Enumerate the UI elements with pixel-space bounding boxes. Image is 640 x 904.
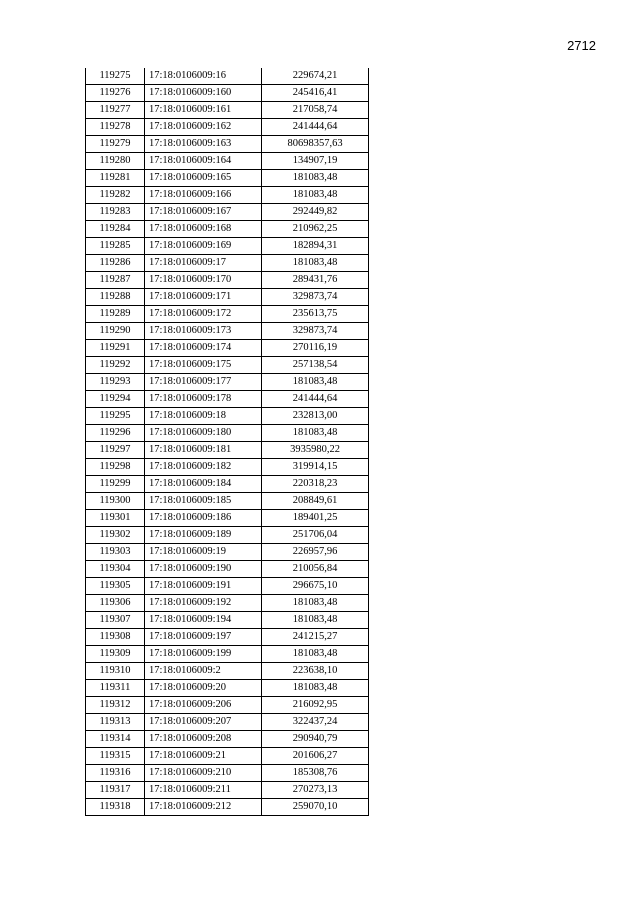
row-id-cell: 119313 — [86, 714, 145, 731]
value-cell: 229674,21 — [262, 68, 369, 85]
table-row — [86, 493, 369, 510]
row-id-cell: 119282 — [86, 187, 145, 204]
row-id-cell: 119298 — [86, 459, 145, 476]
row-id-cell: 119290 — [86, 323, 145, 340]
cadastral-value-table — [85, 68, 369, 816]
cadastral-number-cell: 17:18:0106009:185 — [145, 493, 262, 510]
cadastral-number-cell: 17:18:0106009:18 — [145, 408, 262, 425]
table-row — [86, 391, 369, 408]
value-cell: 217058,74 — [262, 102, 369, 119]
row-id-cell: 119312 — [86, 697, 145, 714]
value-cell: 216092,95 — [262, 697, 369, 714]
value-cell: 181083,48 — [262, 187, 369, 204]
row-id-cell: 119281 — [86, 170, 145, 187]
table-row — [86, 204, 369, 221]
cadastral-number-cell: 17:18:0106009:177 — [145, 374, 262, 391]
table-row — [86, 153, 369, 170]
table-row — [86, 255, 369, 272]
table-row — [86, 510, 369, 527]
table-row — [86, 527, 369, 544]
value-cell: 329873,74 — [262, 289, 369, 306]
row-id-cell: 119280 — [86, 153, 145, 170]
cadastral-number-cell: 17:18:0106009:184 — [145, 476, 262, 493]
value-cell: 185308,76 — [262, 765, 369, 782]
row-id-cell: 119306 — [86, 595, 145, 612]
value-cell: 181083,48 — [262, 425, 369, 442]
cadastral-number-cell: 17:18:0106009:164 — [145, 153, 262, 170]
cadastral-number-cell: 17:18:0106009:172 — [145, 306, 262, 323]
row-id-cell: 119309 — [86, 646, 145, 663]
value-cell: 181083,48 — [262, 646, 369, 663]
table-row — [86, 459, 369, 476]
value-cell: 220318,23 — [262, 476, 369, 493]
table-row — [86, 102, 369, 119]
row-id-cell: 119302 — [86, 527, 145, 544]
row-id-cell: 119301 — [86, 510, 145, 527]
cadastral-number-cell: 17:18:0106009:199 — [145, 646, 262, 663]
value-cell: 322437,24 — [262, 714, 369, 731]
table-row — [86, 374, 369, 391]
table-row — [86, 408, 369, 425]
value-cell: 226957,96 — [262, 544, 369, 561]
value-cell: 181083,48 — [262, 680, 369, 697]
cadastral-number-cell: 17:18:0106009:211 — [145, 782, 262, 799]
row-id-cell: 119292 — [86, 357, 145, 374]
row-id-cell: 119276 — [86, 85, 145, 102]
value-cell: 210962,25 — [262, 221, 369, 238]
value-cell: 181083,48 — [262, 612, 369, 629]
cadastral-number-cell: 17:18:0106009:162 — [145, 119, 262, 136]
table-row — [86, 238, 369, 255]
row-id-cell: 119295 — [86, 408, 145, 425]
value-cell: 329873,74 — [262, 323, 369, 340]
table-row — [86, 340, 369, 357]
value-cell: 210056,84 — [262, 561, 369, 578]
table-row — [86, 765, 369, 782]
cadastral-number-cell: 17:18:0106009:208 — [145, 731, 262, 748]
table-row — [86, 306, 369, 323]
cadastral-number-cell: 17:18:0106009:186 — [145, 510, 262, 527]
cadastral-number-cell: 17:18:0106009:20 — [145, 680, 262, 697]
value-cell: 201606,27 — [262, 748, 369, 765]
value-cell: 181083,48 — [262, 170, 369, 187]
value-cell: 296675,10 — [262, 578, 369, 595]
value-cell: 289431,76 — [262, 272, 369, 289]
row-id-cell: 119299 — [86, 476, 145, 493]
cadastral-number-cell: 17:18:0106009:197 — [145, 629, 262, 646]
cadastral-number-cell: 17:18:0106009:207 — [145, 714, 262, 731]
cadastral-number-cell: 17:18:0106009:181 — [145, 442, 262, 459]
table-row — [86, 612, 369, 629]
table-row — [86, 136, 369, 153]
table-row — [86, 680, 369, 697]
value-cell: 80698357,63 — [262, 136, 369, 153]
table-row — [86, 663, 369, 680]
row-id-cell: 119287 — [86, 272, 145, 289]
row-id-cell: 119285 — [86, 238, 145, 255]
cadastral-number-cell: 17:18:0106009:192 — [145, 595, 262, 612]
table-row — [86, 187, 369, 204]
table-row — [86, 425, 369, 442]
row-id-cell: 119294 — [86, 391, 145, 408]
table-row — [86, 272, 369, 289]
cadastral-number-cell: 17:18:0106009:19 — [145, 544, 262, 561]
cadastral-number-cell: 17:18:0106009:16 — [145, 68, 262, 85]
value-cell: 208849,61 — [262, 493, 369, 510]
table-row — [86, 561, 369, 578]
value-cell: 319914,15 — [262, 459, 369, 476]
value-cell: 181083,48 — [262, 595, 369, 612]
cadastral-number-cell: 17:18:0106009:212 — [145, 799, 262, 816]
table-row — [86, 442, 369, 459]
value-cell: 270116,19 — [262, 340, 369, 357]
row-id-cell: 119288 — [86, 289, 145, 306]
value-cell: 241215,27 — [262, 629, 369, 646]
cadastral-number-cell: 17:18:0106009:168 — [145, 221, 262, 238]
value-cell: 235613,75 — [262, 306, 369, 323]
row-id-cell: 119300 — [86, 493, 145, 510]
value-cell: 189401,25 — [262, 510, 369, 527]
cadastral-number-cell: 17:18:0106009:182 — [145, 459, 262, 476]
row-id-cell: 119291 — [86, 340, 145, 357]
table-row — [86, 595, 369, 612]
row-id-cell: 119315 — [86, 748, 145, 765]
row-id-cell: 119316 — [86, 765, 145, 782]
row-id-cell: 119283 — [86, 204, 145, 221]
cadastral-number-cell: 17:18:0106009:189 — [145, 527, 262, 544]
table-row — [86, 476, 369, 493]
cadastral-number-cell: 17:18:0106009:21 — [145, 748, 262, 765]
value-cell: 259070,10 — [262, 799, 369, 816]
table-row — [86, 646, 369, 663]
cadastral-number-cell: 17:18:0106009:171 — [145, 289, 262, 306]
cadastral-number-cell: 17:18:0106009:190 — [145, 561, 262, 578]
table-row — [86, 357, 369, 374]
cadastral-number-cell: 17:18:0106009:178 — [145, 391, 262, 408]
table-row — [86, 544, 369, 561]
table-row — [86, 629, 369, 646]
cadastral-number-cell: 17:18:0106009:161 — [145, 102, 262, 119]
cadastral-number-cell: 17:18:0106009:2 — [145, 663, 262, 680]
table-row — [86, 748, 369, 765]
cadastral-number-cell: 17:18:0106009:165 — [145, 170, 262, 187]
row-id-cell: 119275 — [86, 68, 145, 85]
row-id-cell: 119289 — [86, 306, 145, 323]
row-id-cell: 119278 — [86, 119, 145, 136]
row-id-cell: 119303 — [86, 544, 145, 561]
cadastral-number-cell: 17:18:0106009:17 — [145, 255, 262, 272]
cadastral-number-cell: 17:18:0106009:174 — [145, 340, 262, 357]
row-id-cell: 119314 — [86, 731, 145, 748]
table-row — [86, 731, 369, 748]
value-cell: 181083,48 — [262, 374, 369, 391]
page-number: 2712 — [567, 38, 596, 53]
row-id-cell: 119318 — [86, 799, 145, 816]
value-cell: 223638,10 — [262, 663, 369, 680]
row-id-cell: 119279 — [86, 136, 145, 153]
row-id-cell: 119293 — [86, 374, 145, 391]
value-cell: 270273,13 — [262, 782, 369, 799]
table-row — [86, 289, 369, 306]
value-cell: 181083,48 — [262, 255, 369, 272]
value-cell: 3935980,22 — [262, 442, 369, 459]
table-body — [86, 68, 369, 816]
table-row — [86, 68, 369, 85]
table-row — [86, 714, 369, 731]
row-id-cell: 119297 — [86, 442, 145, 459]
value-cell: 241444,64 — [262, 391, 369, 408]
row-id-cell: 119284 — [86, 221, 145, 238]
table-row — [86, 221, 369, 238]
row-id-cell: 119307 — [86, 612, 145, 629]
cadastral-number-cell: 17:18:0106009:175 — [145, 357, 262, 374]
cadastral-number-cell: 17:18:0106009:169 — [145, 238, 262, 255]
value-cell: 292449,82 — [262, 204, 369, 221]
row-id-cell: 119286 — [86, 255, 145, 272]
cadastral-number-cell: 17:18:0106009:166 — [145, 187, 262, 204]
table-row — [86, 119, 369, 136]
cadastral-number-cell: 17:18:0106009:167 — [145, 204, 262, 221]
row-id-cell: 119277 — [86, 102, 145, 119]
row-id-cell: 119296 — [86, 425, 145, 442]
table-row — [86, 799, 369, 816]
cadastral-number-cell: 17:18:0106009:206 — [145, 697, 262, 714]
table-row — [86, 323, 369, 340]
value-cell: 232813,00 — [262, 408, 369, 425]
value-cell: 245416,41 — [262, 85, 369, 102]
table-row — [86, 782, 369, 799]
row-id-cell: 119311 — [86, 680, 145, 697]
cadastral-number-cell: 17:18:0106009:210 — [145, 765, 262, 782]
row-id-cell: 119305 — [86, 578, 145, 595]
row-id-cell: 119304 — [86, 561, 145, 578]
cadastral-number-cell: 17:18:0106009:173 — [145, 323, 262, 340]
value-cell: 241444,64 — [262, 119, 369, 136]
cadastral-number-cell: 17:18:0106009:163 — [145, 136, 262, 153]
table-row — [86, 170, 369, 187]
cadastral-number-cell: 17:18:0106009:160 — [145, 85, 262, 102]
table-row — [86, 578, 369, 595]
value-cell: 257138,54 — [262, 357, 369, 374]
cadastral-number-cell: 17:18:0106009:194 — [145, 612, 262, 629]
table-row — [86, 85, 369, 102]
table-row — [86, 697, 369, 714]
cadastral-number-cell: 17:18:0106009:170 — [145, 272, 262, 289]
value-cell: 251706,04 — [262, 527, 369, 544]
cadastral-number-cell: 17:18:0106009:191 — [145, 578, 262, 595]
value-cell: 134907,19 — [262, 153, 369, 170]
row-id-cell: 119310 — [86, 663, 145, 680]
row-id-cell: 119317 — [86, 782, 145, 799]
row-id-cell: 119308 — [86, 629, 145, 646]
value-cell: 290940,79 — [262, 731, 369, 748]
value-cell: 182894,31 — [262, 238, 369, 255]
cadastral-number-cell: 17:18:0106009:180 — [145, 425, 262, 442]
